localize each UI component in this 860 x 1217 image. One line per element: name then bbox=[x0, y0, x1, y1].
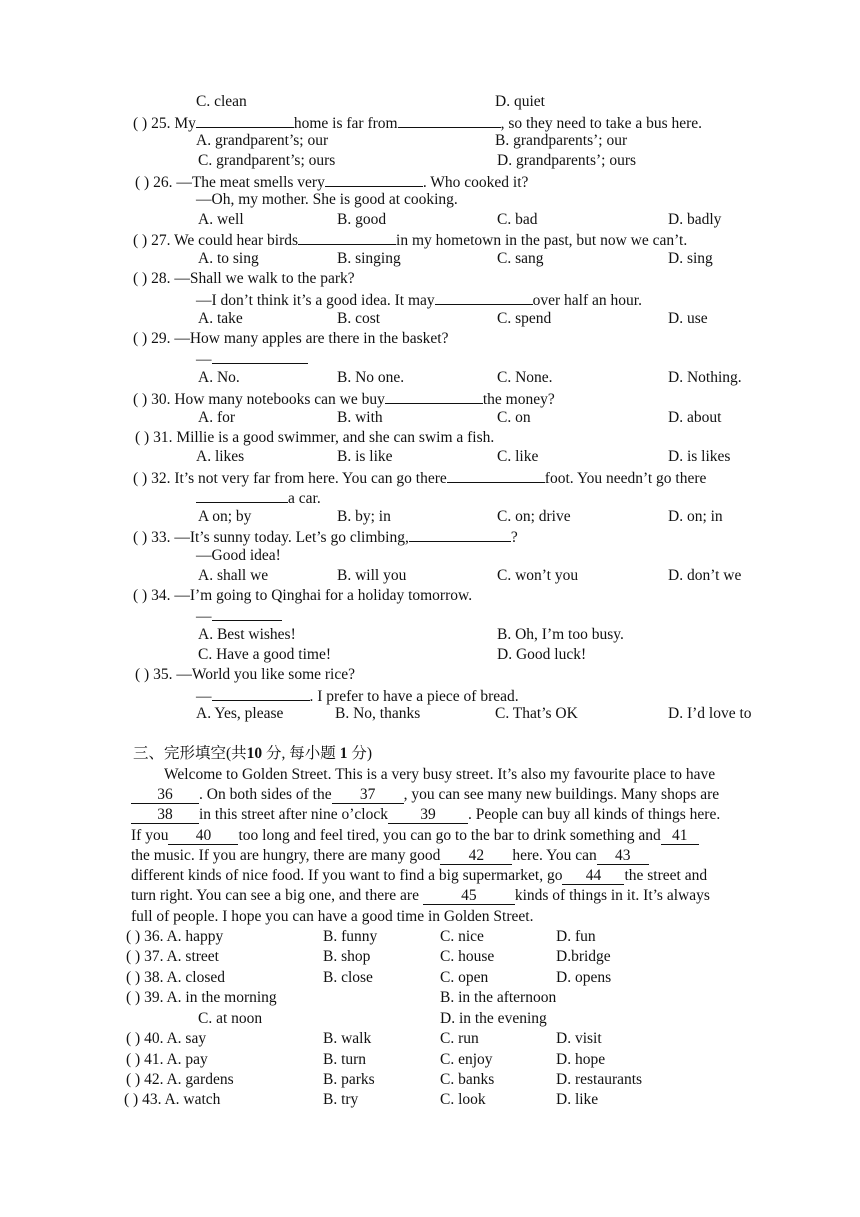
cloze-q43-option-d: D. like bbox=[556, 1091, 599, 1108]
cloze-q41-option-b: B. turn bbox=[323, 1051, 367, 1068]
cloze-q38-option-d: D. opens bbox=[556, 969, 612, 986]
q33-option-b: B. will you bbox=[337, 567, 407, 584]
passage-line-3 bbox=[131, 806, 720, 824]
q29-option-d: D. Nothing. bbox=[668, 369, 742, 386]
cloze-q37-option-b: B. shop bbox=[323, 948, 371, 965]
q25-option-b: B. grandparents’; our bbox=[495, 132, 628, 149]
passage-line-8: full of people. I hope you can have a good time in Golden Street. bbox=[131, 908, 534, 925]
cloze-q43-option-c: C. look bbox=[440, 1091, 486, 1108]
q28-line2 bbox=[196, 290, 642, 310]
cloze-blank-42: 42 bbox=[440, 848, 512, 865]
q32-option-b: B. by; in bbox=[337, 508, 391, 525]
q32-option-c: C. on; drive bbox=[497, 508, 571, 525]
cloze-blank-45: 45 bbox=[423, 888, 515, 905]
cloze-q40-option-b: B. walk bbox=[323, 1030, 372, 1047]
q25-option-c: C. grandparent’s; ours bbox=[198, 152, 336, 169]
answer-blank bbox=[196, 488, 288, 503]
q33-option-c: C. won’t you bbox=[497, 567, 579, 584]
answer-blank bbox=[196, 113, 294, 128]
question-31: ( ) 31. Millie is a good swimmer, and she can swim a fish. bbox=[135, 429, 495, 446]
q33-stem: ( ) 33. —It’s sunny today. Let’s go climbing, bbox=[133, 529, 409, 546]
q25-stem-tail: , so they need to take a bus here. bbox=[500, 115, 703, 132]
cloze-blank-43: 43 bbox=[597, 848, 649, 865]
q29-dash: — bbox=[196, 351, 212, 368]
answer-blank bbox=[398, 113, 501, 128]
q31-option-a: A. likes bbox=[196, 448, 245, 465]
q26-option-d: D. badly bbox=[668, 211, 722, 228]
q31-option-b: B. is like bbox=[337, 448, 393, 465]
passage-text: here. You can bbox=[512, 847, 597, 864]
q34-option-c: C. Have a good time! bbox=[198, 646, 332, 663]
cloze-q40-option-d: D. visit bbox=[556, 1030, 602, 1047]
q26-line2: —Oh, my mother. She is good at cooking. bbox=[196, 191, 458, 208]
answer-blank bbox=[298, 230, 396, 245]
question-32 bbox=[133, 468, 706, 488]
section-heading-mid: 分, 每小题 bbox=[262, 745, 340, 762]
cloze-q41-option-d: D. hope bbox=[556, 1051, 606, 1068]
q34-option-b: B. Oh, I’m too busy. bbox=[497, 626, 624, 643]
q26-stem-tail: . Who cooked it? bbox=[422, 174, 529, 191]
q27-option-b: B. singing bbox=[337, 250, 401, 267]
q29-option-a: A. No. bbox=[198, 369, 240, 386]
question-35: ( ) 35. —World you like some rice? bbox=[135, 666, 355, 683]
q30-option-d: D. about bbox=[668, 409, 722, 426]
cloze-q38-option-c: C. open bbox=[440, 969, 489, 986]
question-34: ( ) 34. —I’m going to Qinghai for a holiday tomorrow. bbox=[133, 587, 473, 604]
q24-option-c: C. clean bbox=[196, 93, 247, 110]
cloze-q38-option-b: B. close bbox=[323, 969, 373, 986]
cloze-q39-option-c: C. at noon bbox=[198, 1010, 263, 1027]
passage-text: If you bbox=[131, 827, 169, 844]
q32-option-a: A on; by bbox=[198, 508, 252, 525]
passage-text: too long and feel tired, you can go to the bar to drink something and bbox=[238, 827, 661, 844]
q32-line2-text: a car. bbox=[288, 490, 321, 507]
answer-blank bbox=[435, 290, 533, 305]
cloze-q40: ( ) 40. A. say bbox=[126, 1030, 207, 1047]
question-25 bbox=[133, 113, 702, 133]
q33-line2: —Good idea! bbox=[196, 547, 281, 564]
question-28: ( ) 28. —Shall we walk to the park? bbox=[133, 270, 355, 287]
q32-line2 bbox=[196, 488, 321, 508]
question-29: ( ) 29. —How many apples are there in the basket? bbox=[133, 330, 449, 347]
cloze-q42-option-d: D. restaurants bbox=[556, 1071, 643, 1088]
q28-line2-text: —I don’t think it’s a good idea. It may bbox=[196, 292, 435, 309]
q35-option-b: B. No, thanks bbox=[335, 705, 421, 722]
q35-option-a: A. Yes, please bbox=[196, 705, 284, 722]
passage-line-5 bbox=[131, 847, 649, 865]
q29-option-c: C. None. bbox=[497, 369, 553, 386]
answer-blank bbox=[447, 468, 545, 483]
q28-option-c: C. spend bbox=[497, 310, 552, 327]
answer-blank bbox=[385, 389, 483, 404]
passage-line-7 bbox=[131, 887, 710, 905]
q30-stem-tail: the money? bbox=[482, 391, 555, 408]
passage-text: different kinds of nice food. If you want to find a big supermarket, go bbox=[131, 867, 563, 884]
cloze-q36-option-c: C. nice bbox=[440, 928, 484, 945]
passage-text: . People can buy all kinds of things here. bbox=[467, 806, 721, 823]
cloze-q38: ( ) 38. A. closed bbox=[126, 969, 226, 986]
section-heading bbox=[133, 745, 372, 763]
q24-option-d: D. quiet bbox=[495, 93, 545, 110]
q34-option-d: D. Good luck! bbox=[497, 646, 587, 663]
q30-option-b: B. with bbox=[337, 409, 383, 426]
q29-option-b: B. No one. bbox=[337, 369, 405, 386]
section-heading-pre: 三、完形填空(共 bbox=[133, 745, 247, 762]
cloze-q36: ( ) 36. A. happy bbox=[126, 928, 224, 945]
q33-option-a: A. shall we bbox=[198, 567, 269, 584]
cloze-q39-option-d: D. in the evening bbox=[440, 1010, 547, 1027]
cloze-blank-37: 37 bbox=[332, 787, 404, 804]
cloze-q39: ( ) 39. A. in the morning bbox=[126, 989, 277, 1006]
section-heading-post: 分) bbox=[347, 745, 372, 762]
passage-line-4 bbox=[131, 827, 699, 845]
passage-line-1: Welcome to Golden Street. This is a very busy street. It’s also my favourite place to have bbox=[164, 766, 716, 783]
q28-option-b: B. cost bbox=[337, 310, 381, 327]
cloze-q37-option-c: C. house bbox=[440, 948, 495, 965]
q32-option-d: D. on; in bbox=[668, 508, 723, 525]
passage-text: kinds of things in it. It’s always bbox=[514, 887, 710, 904]
q25-option-d: D. grandparents’; ours bbox=[497, 152, 637, 169]
passage-text: the music. If you are hungry, there are many good bbox=[131, 847, 441, 864]
q25-stem-mid: home is far from bbox=[293, 115, 398, 132]
passage-text: . On both sides of the bbox=[199, 786, 332, 803]
passage-line-6 bbox=[131, 867, 707, 885]
cloze-q37-option-d: D.bridge bbox=[556, 948, 611, 965]
q26-stem: ( ) 26. —The meat smells very bbox=[135, 174, 325, 191]
q31-option-d: D. is likes bbox=[668, 448, 731, 465]
cloze-blank-40: 40 bbox=[168, 828, 238, 845]
q27-stem: ( ) 27. We could hear birds bbox=[133, 232, 299, 249]
answer-blank bbox=[325, 172, 423, 187]
q27-option-c: C. sang bbox=[497, 250, 544, 267]
cloze-q39-option-b: B. in the afternoon bbox=[440, 989, 557, 1006]
cloze-q42-option-b: B. parks bbox=[323, 1071, 375, 1088]
q25-stem: ( ) 25. My bbox=[133, 115, 196, 132]
cloze-blank-41: 41 bbox=[661, 828, 699, 845]
passage-text: turn right. You can see a big one, and there are bbox=[131, 887, 423, 904]
q34-dash: — bbox=[196, 608, 212, 625]
question-27 bbox=[133, 230, 687, 250]
q35-reply bbox=[196, 686, 519, 706]
answer-blank bbox=[212, 686, 310, 701]
question-26 bbox=[135, 172, 528, 192]
cloze-q36-option-d: D. fun bbox=[556, 928, 596, 945]
cloze-q40-option-c: C. run bbox=[440, 1030, 479, 1047]
passage-text: in this street after nine o’clock bbox=[199, 806, 388, 823]
q32-stem-tail: foot. You needn’t go there bbox=[544, 470, 707, 487]
passage-text: the street and bbox=[624, 867, 708, 884]
q35-option-c: C. That’s OK bbox=[495, 705, 578, 722]
q35-option-d: D. I’d love to bbox=[668, 705, 752, 722]
q25-option-a: A. grandparent’s; our bbox=[196, 132, 329, 149]
q28-option-d: D. use bbox=[668, 310, 708, 327]
q31-option-c: C. like bbox=[497, 448, 539, 465]
q29-reply bbox=[196, 349, 308, 369]
section-total-score: 10 bbox=[246, 745, 263, 762]
cloze-blank-44: 44 bbox=[562, 868, 624, 885]
cloze-blank-36: 36 bbox=[131, 787, 199, 804]
cloze-blank-39: 39 bbox=[388, 807, 468, 824]
cloze-q36-option-b: B. funny bbox=[323, 928, 378, 945]
q33-option-d: D. don’t we bbox=[668, 567, 742, 584]
cloze-q42: ( ) 42. A. gardens bbox=[126, 1071, 234, 1088]
q26-option-c: C. bad bbox=[497, 211, 538, 228]
q30-stem: ( ) 30. How many notebooks can we buy bbox=[133, 391, 385, 408]
cloze-q41-option-c: C. enjoy bbox=[440, 1051, 493, 1068]
q27-option-a: A. to sing bbox=[198, 250, 259, 267]
answer-blank bbox=[212, 349, 308, 364]
q35-dash: — bbox=[196, 688, 212, 705]
passage-text: , you can see many new buildings. Many shops are bbox=[403, 786, 720, 803]
q26-option-b: B. good bbox=[337, 211, 387, 228]
section-item-score: 1 bbox=[339, 745, 348, 762]
cloze-q43: ( ) 43. A. watch bbox=[124, 1091, 221, 1108]
answer-blank bbox=[409, 527, 511, 542]
q30-option-a: A. for bbox=[198, 409, 236, 426]
cloze-q37: ( ) 37. A. street bbox=[126, 948, 219, 965]
cloze-q43-option-b: B. try bbox=[323, 1091, 359, 1108]
q26-option-a: A. well bbox=[198, 211, 244, 228]
q28-option-a: A. take bbox=[198, 310, 243, 327]
q35-reply-tail: . I prefer to have a piece of bread. bbox=[309, 688, 519, 705]
cloze-q41: ( ) 41. A. pay bbox=[126, 1051, 208, 1068]
q34-option-a: A. Best wishes! bbox=[198, 626, 296, 643]
q33-stem-tail: ? bbox=[510, 529, 518, 546]
q34-reply bbox=[196, 606, 282, 626]
q27-option-d: D. sing bbox=[668, 250, 713, 267]
passage-line-2 bbox=[131, 786, 719, 804]
q30-option-c: C. on bbox=[497, 409, 531, 426]
cloze-q42-option-c: C. banks bbox=[440, 1071, 495, 1088]
q27-stem-tail: in my hometown in the past, but now we can’t. bbox=[396, 232, 688, 249]
answer-blank bbox=[212, 606, 282, 621]
question-30 bbox=[133, 389, 555, 409]
q28-line2-tail: over half an hour. bbox=[532, 292, 642, 309]
question-33 bbox=[133, 527, 518, 547]
q32-stem: ( ) 32. It’s not very far from here. You can go there bbox=[133, 470, 447, 487]
cloze-blank-38: 38 bbox=[131, 807, 199, 824]
